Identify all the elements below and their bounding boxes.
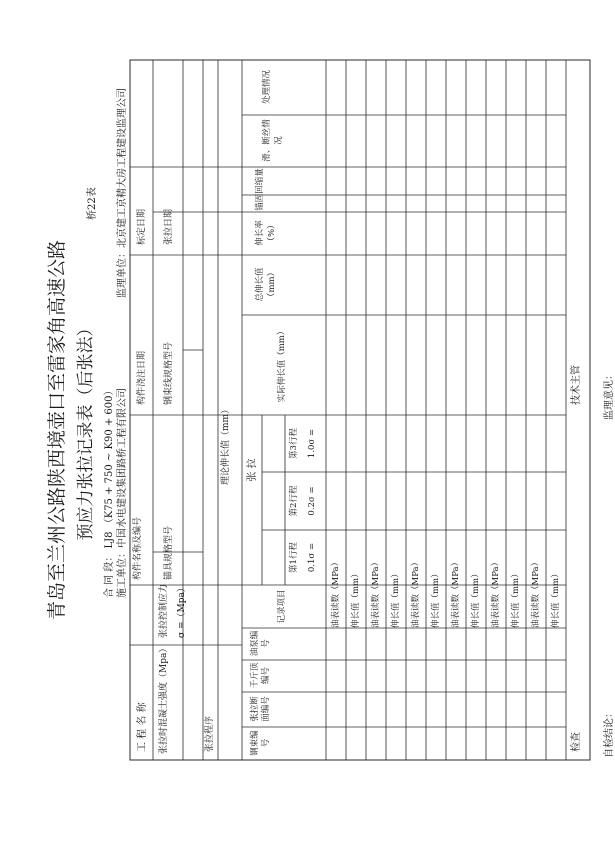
record-item: 油表读数（MPa） bbox=[371, 557, 381, 628]
record-item: 伸长值（mm） bbox=[511, 569, 521, 628]
section-no-header: 张拉断面编号 bbox=[250, 696, 272, 722]
anchor-spec-label: 锚具规格型号 bbox=[164, 525, 174, 580]
stage3-header: 第3行程 bbox=[289, 428, 299, 459]
elongation-rate-header: 伸长率（%） bbox=[255, 220, 277, 246]
treatment-header: 处理情况 bbox=[262, 70, 272, 105]
record-item: 伸长值（mm） bbox=[431, 569, 441, 628]
project-name-label: 工 程 名 称 bbox=[137, 702, 148, 752]
form-title-line2: 预应力张拉记录表（后张法） bbox=[76, 319, 96, 541]
form-number: 桥22表 bbox=[87, 187, 98, 220]
supervisor-opinion-label: 监理意见： bbox=[604, 370, 615, 420]
stage2-header: 第2行程 bbox=[289, 485, 299, 517]
slip-break-header: 滑、断丝情况 bbox=[262, 119, 284, 162]
stage2-value: 0.2σ = bbox=[307, 486, 317, 516]
control-stress-label: 张拉控制应力 bbox=[159, 583, 169, 638]
tension-group-header: 张 拉 bbox=[247, 458, 258, 482]
strand-no-header: 钢束编号 bbox=[250, 730, 272, 756]
calibration-date-label: 标定日期 bbox=[137, 208, 147, 245]
strand-spec-label: 钢束线规格型号 bbox=[164, 341, 174, 405]
casting-date-label: 构件浇注日期 bbox=[137, 350, 147, 405]
component-name-label: 构件名称及编号 bbox=[133, 516, 143, 580]
record-item: 油表读数（MPa） bbox=[491, 557, 501, 628]
record-item: 伸长值（mm） bbox=[471, 569, 481, 628]
record-item: 油表读数（MPa） bbox=[331, 557, 341, 628]
tech-lead-label: 技术主管 bbox=[571, 365, 582, 405]
record-item: 伸长值（mm） bbox=[391, 569, 401, 628]
tension-procedure-label: 张拉程序 bbox=[205, 715, 215, 752]
record-item-header: 记录项目 bbox=[277, 589, 287, 624]
anchor-retraction-header: 锚固回缩量 bbox=[255, 168, 265, 211]
record-item: 油表读数（MPa） bbox=[411, 557, 421, 628]
tension-date-label: 张拉日期 bbox=[164, 208, 174, 245]
form-title-line1: 青岛至兰州公路陕西境壶口至雷家角高速公路 bbox=[46, 240, 68, 621]
record-item: 油表读数（MPa） bbox=[451, 557, 461, 628]
pump-no-header: 油泵编号 bbox=[250, 630, 272, 657]
jack-no-header: 千斤顶编号 bbox=[250, 662, 272, 689]
contractor-unit: 施工单位：中国水电建设集团路桥工程有限公司 bbox=[117, 388, 128, 598]
control-stress-unit: σ =（Mpa） bbox=[177, 583, 187, 638]
stage3-value: 1.0σ = bbox=[307, 428, 317, 459]
self-check-label: 自检结论： bbox=[604, 708, 615, 758]
record-item: 伸长值（mm） bbox=[351, 569, 361, 628]
record-item: 油表读数（MPa） bbox=[531, 557, 541, 628]
stage1-header: 第1行程 bbox=[289, 542, 299, 573]
actual-elongation-header: 实际伸长值（mm） bbox=[277, 326, 287, 403]
record-item: 伸长值（mm） bbox=[551, 569, 561, 628]
theoretical-elongation-label: 理论伸长值（mm） bbox=[221, 404, 231, 485]
contract-section: 合 同 段： LJ8 （K75 + 750 ~ K90 + 600） bbox=[104, 385, 115, 598]
total-elongation-header: 总伸长值（mm） bbox=[255, 267, 277, 302]
inspection-label: 检查 bbox=[571, 732, 582, 752]
concrete-strength-label: 张拉时混凝土强度（Mpa） bbox=[159, 643, 169, 754]
supervisor-unit: 监理单位：北京建工京精大房工程建设监理公司 bbox=[117, 88, 128, 298]
stage1-value: 0.1σ = bbox=[307, 542, 317, 573]
